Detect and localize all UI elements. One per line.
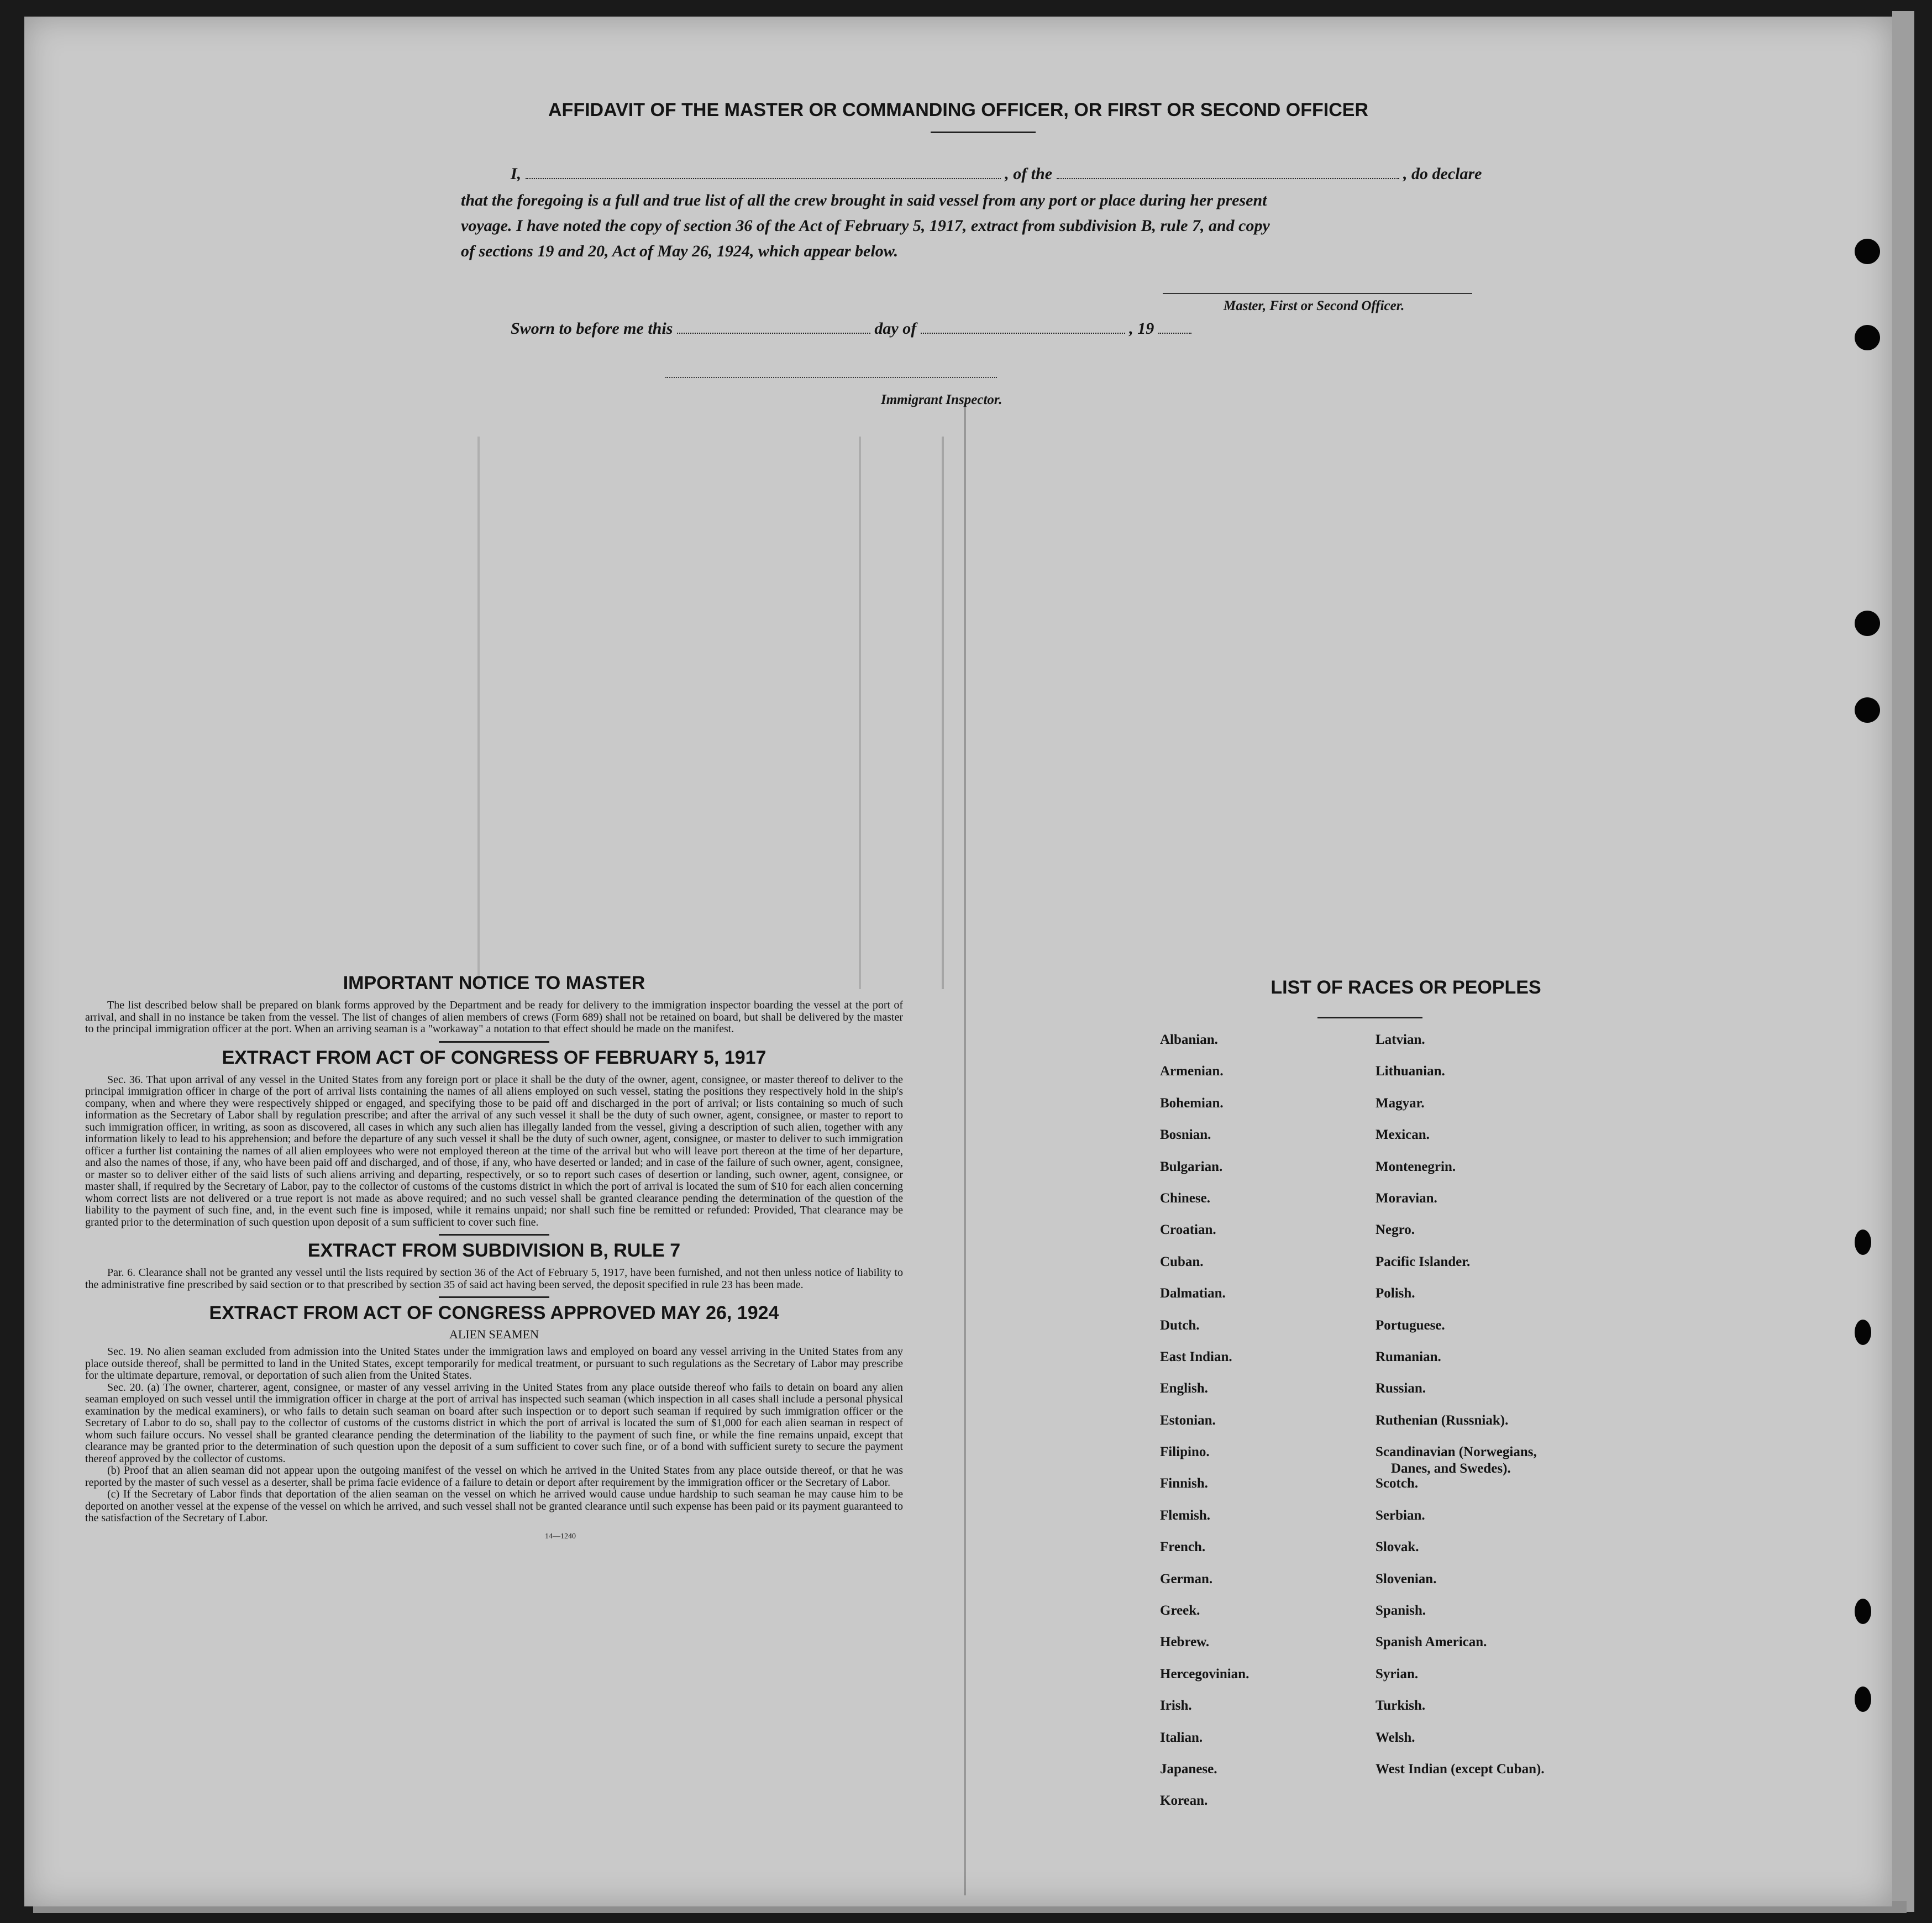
race-item: West Indian (except Cuban). (1376, 1761, 1545, 1777)
sworn-end: , 19 (1129, 319, 1154, 338)
binder-hole (1855, 325, 1880, 350)
extract-1917-title: EXTRACT FROM ACT OF CONGRESS OF FEBRUARY 5, 1917 (222, 1047, 767, 1068)
race-item: Danes, and Swedes). (1391, 1461, 1511, 1477)
affidavit-line2: that the foregoing is a full and true list of all the crew brought in said vessel from any port or place during her present (461, 191, 1267, 209)
race-item: Dalmatian. (1160, 1286, 1226, 1301)
sworn-mid: day of (874, 319, 917, 338)
bleed-line (477, 437, 480, 989)
race-item: Latvian. (1376, 1032, 1425, 1047)
race-item: Pacific Islander. (1376, 1254, 1471, 1269)
affidavit-line1 (511, 165, 1482, 183)
race-item: Irish. (1160, 1698, 1192, 1714)
line1-end: , do declare (1403, 165, 1482, 183)
binder-hole (1855, 1320, 1871, 1345)
races-left-column (1160, 1032, 1370, 1825)
race-item: Bohemian. (1160, 1095, 1224, 1111)
sworn-start: Sworn to before me this (511, 319, 673, 338)
race-item: Welsh. (1376, 1730, 1415, 1745)
race-item: Mexican. (1376, 1127, 1430, 1143)
race-item: Filipino. (1160, 1444, 1210, 1460)
affidavit-line3: voyage. I have noted the copy of section 36 of the Act of February 5, 1917, extract from subdivision B, rule 7, and copy (461, 217, 1270, 235)
race-item: Magyar. (1376, 1095, 1425, 1111)
races-rule (1317, 1017, 1422, 1018)
race-item: Bosnian. (1160, 1127, 1211, 1143)
section-rule (439, 1296, 549, 1298)
form-number: 14—1240 (545, 1532, 576, 1541)
race-item: Korean. (1160, 1793, 1208, 1809)
sworn-year-blank[interactable] (1158, 333, 1191, 334)
race-item: English. (1160, 1381, 1208, 1396)
race-item: Ruthenian (Russniak). (1376, 1412, 1509, 1428)
fold-line (964, 403, 966, 1895)
race-item: Polish. (1376, 1286, 1415, 1301)
binder-hole (1855, 697, 1880, 723)
race-item: Croatian. (1160, 1222, 1216, 1238)
race-item: Syrian. (1376, 1666, 1419, 1682)
name-blank[interactable] (526, 178, 1001, 179)
affidavit-line4: of sections 19 and 20, Act of May 26, 1924, which appear below. (461, 242, 899, 260)
race-item: Negro. (1376, 1222, 1415, 1238)
races-right-column (1376, 1032, 1586, 1793)
race-item: Montenegrin. (1376, 1159, 1456, 1174)
race-item: Hercegovinian. (1160, 1666, 1250, 1682)
vessel-blank[interactable] (1057, 178, 1399, 179)
line1-mid: , of the (1005, 165, 1053, 183)
section-rule (439, 1234, 549, 1236)
extract-1917-body: Sec. 36. That upon arrival of any vessel in the United States from any foreign port or place it shall be the duty of the owner, agent, consignee, or master thereof to deliver to the principal immigration officer in charge of the port of arrival lists containing the names of all aliens employed on such vessel, stating the positions they respectively hold in the ship's company, when and where they were respectively shipped or engaged, and specifying those to be paid off and discharged in the port of arrival; or lists containing so much of such information as the Secretary of Labor shall by regulation prescribe; and after the arrival of any such vessel it shall be the duty of such owner, agent, consignee, or master to report to such immigration officer, in writing, as soon as discovered, all cases in which any such alien has illegally landed from the vessel, giving a description of such alien, together with any information likely to lead to his apprehension; and before the departure of any such vessel it shall be the duty of such owner, agent, consignee, or master to deliver to such immigration officer a further list containing the names of all alien employees who were not employed thereon at the time of the arrival but who will leave port thereon at the time of her departure, and also the names of those, if any, who have been paid off and discharged, and of those, if any, who have deserted or landed; and in case of the failure of such owner, agent, consignee, or master so to deliver either of the said lists of such aliens arriving and departing, respectively, or so to report such cases of desertion or landing, such owner, agent, consignee, or master shall, if required by the Secretary of Labor, pay to the collector of customs of the customs district in which the port of arrival is located the sum of $10 for each alien concerning whom correct lists are not delivered or a true report is not made as above required; and no such vessel shall be granted clearance pending the determination of the question of the liability to the payment of such fine, and, in the event such fine is imposed, while it remains unpaid; nor shall such fine be remitted or refunded: Provided, That clearance may be granted prior to the determination of such question upon deposit of a sum sufficient to cover such fine. (85, 1073, 903, 1228)
sec-20b: (b) Proof that an alien seaman did not appear upon the outgoing manifest of the vessel on which he arrived in the United States from any place outside thereof, or that he was reported by the master of such vessel as a deserter, shall be prima facie evidence of a failure to detain or deport after requirement by the immigration officer or the Secretary of Labor. (85, 1464, 903, 1489)
race-item: Serbian. (1376, 1507, 1425, 1523)
inspector-line[interactable] (665, 377, 997, 378)
binder-hole (1855, 1686, 1871, 1712)
bleed-line (859, 437, 861, 989)
race-item: Rumanian. (1376, 1349, 1441, 1364)
notice-body: The list described below shall be prepared on blank forms approved by the Department and be ready for delivery to the immigration inspector boarding the vessel at the port of arrival, and shall in no instance be taken from the vessel. The list of changes of alien members of crews (Form 689) shall not be retained on board, but shall be delivered by the master to the principal immigration officer at the port. When an arriving seaman is a "workaway" a notation to that effect should be made on the manifest. (85, 999, 903, 1035)
race-item: Estonian. (1160, 1412, 1216, 1428)
race-item: Scotch. (1376, 1476, 1419, 1491)
race-item: Slovenian. (1376, 1571, 1437, 1586)
bleed-line (942, 437, 944, 989)
race-item: Spanish. (1376, 1603, 1426, 1619)
notice-title: IMPORTANT NOTICE TO MASTER (343, 973, 645, 994)
race-item: Greek. (1160, 1603, 1200, 1619)
title-rule (931, 132, 1036, 133)
binder-hole (1855, 1599, 1871, 1624)
extract-1924-title: EXTRACT FROM ACT OF CONGRESS APPROVED MAY 26, 1924 (209, 1302, 779, 1323)
sworn-line (511, 319, 1191, 338)
race-item: Japanese. (1160, 1761, 1217, 1777)
extract-rule7-title: EXTRACT FROM SUBDIVISION B, RULE 7 (307, 1240, 681, 1261)
race-item: Bulgarian. (1160, 1159, 1223, 1174)
race-item: Turkish. (1376, 1698, 1426, 1714)
race-item: German. (1160, 1571, 1213, 1586)
race-item: Dutch. (1160, 1317, 1200, 1333)
race-item: Chinese. (1160, 1190, 1210, 1206)
extract-rule7-body: Par. 6. Clearance shall not be granted any vessel until the lists required by section 36 of the Act of February 5, 1917, have been furnished, and not then unless notice of liability to the administrative fine prescribed by said section or to that prescribed by section 35 of said act having been served, the deposit specified in rule 23 has been made. (85, 1267, 903, 1291)
race-item: Spanish American. (1376, 1635, 1487, 1650)
race-item: East Indian. (1160, 1349, 1232, 1364)
signature-line[interactable] (1163, 293, 1472, 294)
binder-hole (1855, 611, 1880, 636)
document-page (24, 17, 1892, 1906)
race-item: Albanian. (1160, 1032, 1218, 1047)
race-item: French. (1160, 1540, 1206, 1555)
sec-20c: (c) If the Secretary of Labor finds that deportation of the alien seaman on the vessel on which he arrived would cause undue hardship to such seaman he may cause him to be deported on another vessel at the expense of the vessel on which he arrived, and such vessel shall not be granted clearance until such expense has been paid or its payment guaranteed to the satisfaction of the Secretary of Labor. (85, 1488, 903, 1524)
binder-hole (1855, 1230, 1871, 1255)
sworn-month-blank[interactable] (921, 333, 1125, 334)
race-item: Finnish. (1160, 1476, 1208, 1491)
race-item: Moravian. (1376, 1190, 1437, 1206)
sworn-day-blank[interactable] (677, 333, 870, 334)
race-item: Italian. (1160, 1730, 1203, 1745)
race-item: Portuguese. (1376, 1317, 1445, 1333)
page-edge (1892, 11, 1914, 1912)
signature-label: Master, First or Second Officer. (1224, 298, 1405, 313)
races-title: LIST OF RACES OR PEOPLES (1271, 977, 1541, 998)
race-item: Flemish. (1160, 1507, 1210, 1523)
section-rule (439, 1041, 549, 1043)
race-item: Armenian. (1160, 1064, 1224, 1079)
notice-section (85, 973, 903, 1541)
race-item: Scandinavian (Norwegians, (1376, 1444, 1537, 1460)
extract-1924-subtitle: ALIEN SEAMEN (449, 1327, 539, 1341)
inspector-label: Immigrant Inspector. (881, 392, 1002, 407)
sec-20a: Sec. 20. (a) The owner, charterer, agent, consignee, or master of any vessel arriving in the United States from any place outside thereof who fails to detain on board any alien seaman employed on such vessel until the immigration officer in charge at the port of arrival has inspected such seaman (which inspection in all cases shall include a personal physical examination by the medical examiners), or who fails to detain such seaman on board after such inspection or to deport such seaman if required by such immigration officer or the Secretary of Labor to do so, shall pay to the collector of customs of the customs district in which the port of arrival is located the sum of $1,000 for each alien seaman in respect of whom such failure occurs. No vessel shall be granted clearance pending the determination of the liability to the payment of such fine, or while the fine remains unpaid, except that clearance may be granted prior to the determination of such question upon the deposit of a sum sufficient to cover such fine, or of a bond with sufficient surety to secure the payment thereof approved by the collector of customs. (85, 1381, 903, 1465)
line1-start: I, (511, 165, 522, 183)
affidavit-title: AFFIDAVIT OF THE MASTER OR COMMANDING OFFICER, OR FIRST OR SECOND OFFICER (548, 99, 1368, 120)
sec-19: Sec. 19. No alien seaman excluded from admission into the United States under the immigration laws and employed on board any vessel arriving in the United States from any place outside thereof, shall be permitted to land in the United States, except temporarily for medical treatment, or pursuant to such regulations as the Secretary of Labor may prescribe for the ultimate departure, removal, or deportation of such alien from the United States. (85, 1346, 903, 1381)
race-item: Cuban. (1160, 1254, 1204, 1269)
race-item: Hebrew. (1160, 1635, 1210, 1650)
race-item: Russian. (1376, 1381, 1426, 1396)
race-item: Lithuanian. (1376, 1064, 1445, 1079)
race-item: Slovak. (1376, 1540, 1419, 1555)
binder-hole (1855, 239, 1880, 264)
